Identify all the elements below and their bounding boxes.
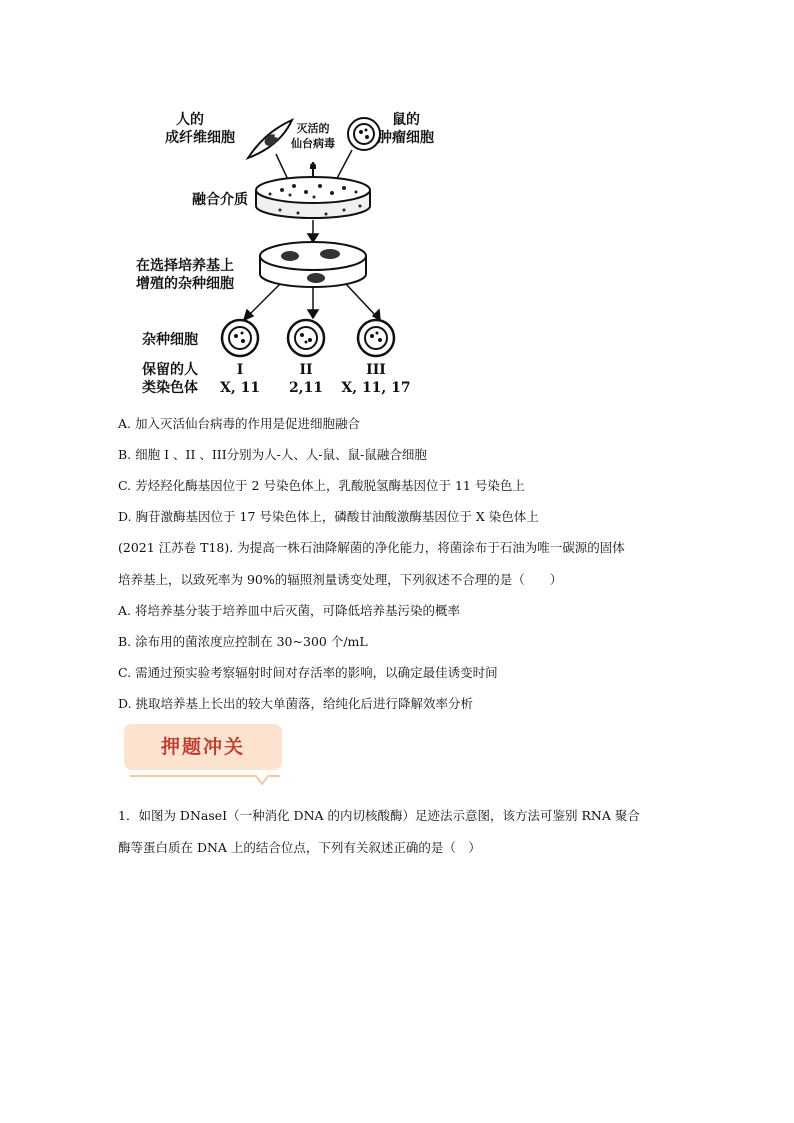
section-banner <box>124 724 284 772</box>
q1-option-c: C. 芳烃羟化酶基因位于 2 号染色体上，乳酸脱氢酶基因位于 11 号染色上 <box>118 478 525 493</box>
mouse-tumor-cell-icon <box>348 118 380 150</box>
hybrid-numeral-1: I <box>236 362 244 378</box>
q2-option-c: C. 需通过预实验考察辐射时间对存活率的影响，以确定最佳诱变时间 <box>118 665 498 680</box>
label-selective-line2: 增殖的杂种细胞 <box>136 276 234 292</box>
label-retained-line1: 保留的人 <box>142 362 198 378</box>
q3-stem-line2: 酶等蛋白质在 DNA 上的结合位点，下列有关叙述正确的是（ ） <box>118 840 481 855</box>
q1-option-d: D. 胸苷激酶基因位于 17 号染色体上，磷酸甘油酸激酶基因位于 X 染色体上 <box>118 509 539 524</box>
branch-arrows <box>244 284 380 320</box>
label-mouse-cell-line1: 鼠的 <box>392 112 420 128</box>
label-hybrid-cells: 杂种细胞 <box>142 332 198 348</box>
arrow-down-icon <box>308 220 318 242</box>
q1-option-a: A. 加入灭活仙台病毒的作用是促进细胞融合 <box>118 416 360 431</box>
hybrid-chromosomes-2: 2,11 <box>288 380 324 396</box>
q2-stem-line2: 培养基上，以致死率为 90%的辐照剂量诱变处理，下列叙述不合理的是（ ） <box>118 572 563 587</box>
hybrid-chromosomes-1: X, 11 <box>219 380 261 396</box>
q2-option-d: D. 挑取培养基上长出的较大单菌落，给纯化后进行降解效率分析 <box>118 696 474 711</box>
label-virus-line2: 仙台病毒 <box>291 137 335 150</box>
q2-stem-line1: (2021 江苏卷 T18). 为提高一株石油降解菌的净化能力，将菌涂布于石油为唯一碳源的固体 <box>118 540 625 555</box>
cell-fusion-diagram <box>130 106 450 406</box>
q2-option-a: A. 将培养基分装于培养皿中后灭菌，可降低培养基污染的概率 <box>118 603 460 618</box>
label-virus-line1: 灭活的 <box>296 122 330 135</box>
fusion-dish-icon <box>256 177 370 218</box>
label-fusion-medium: 融合介质 <box>192 192 248 208</box>
label-human-cell-line2: 成纤维细胞 <box>165 130 235 146</box>
label-selective-line1: 在选择培养基上 <box>136 258 234 274</box>
banner-title: 押题冲关 <box>160 736 245 758</box>
label-mouse-cell-line2: 肿瘤细胞 <box>378 130 434 146</box>
q1-option-b: B. 细胞 I 、II 、III分别为人-人、人-鼠、鼠-鼠融合细胞 <box>118 447 427 462</box>
selective-medium-dish-icon <box>260 242 366 287</box>
hybrid-numeral-2: II <box>299 362 313 378</box>
label-retained-line2: 类染色体 <box>142 380 198 396</box>
cell-fusion-figure <box>130 106 450 406</box>
hybrid-chromosomes-3: X, 11, 17 <box>341 380 411 396</box>
label-human-cell-line1: 人的 <box>176 112 204 128</box>
q2-option-b: B. 涂布用的菌浓度应控制在 30~300 个/mL <box>118 634 368 649</box>
q3-stem-line1: 1．如图为 DNaseI（一种消化 DNA 的内切核酸酶）足迹法示意图，该方法可鉴别 RNA 聚合 <box>118 808 640 823</box>
hybrid-numeral-3: III <box>366 362 386 378</box>
hybrid-cell-icons <box>222 320 394 356</box>
